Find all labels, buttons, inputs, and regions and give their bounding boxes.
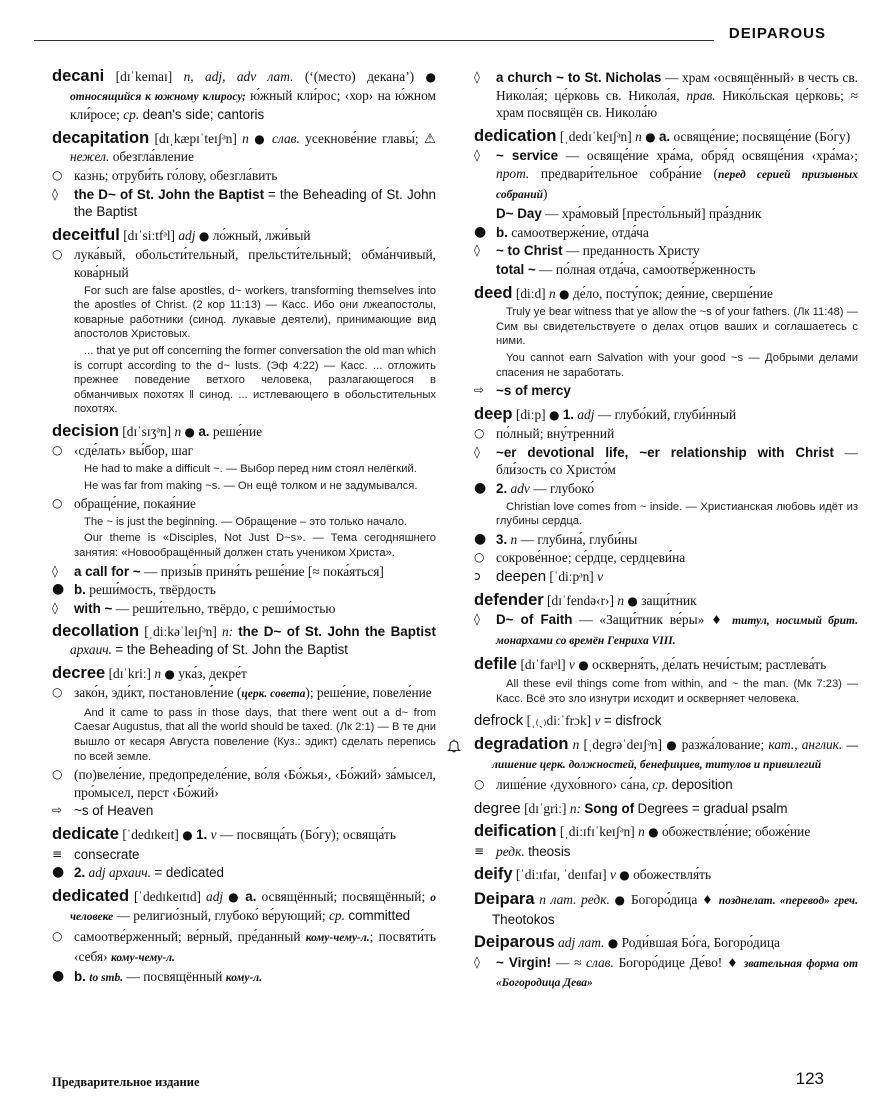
example: Christian love comes from ~ inside. — Христианская любовь идёт из глубины сердца. — [496, 500, 858, 528]
meaning: лука́вый, обольсти́тельный, прельсти́тельный; обма́нчивый, кова́рный — [74, 247, 436, 280]
definition: — глубина́, глуби́ны — [520, 531, 638, 547]
entry-decollation — [52, 623, 436, 658]
sense-bullet-icon: ● — [578, 658, 589, 673]
phrase-diamond-icon: ◊ — [474, 444, 480, 459]
meaning: обраще́ние, покая́ние — [74, 496, 196, 512]
right-column — [474, 68, 858, 999]
meaning-circle-icon: ○ — [474, 426, 485, 441]
phrase-translation: — бли́зость со Христо́м — [496, 444, 858, 478]
grammar-label: adj — [577, 406, 595, 422]
grammar-label: v — [210, 826, 217, 842]
transcription: [dɪˈkeɪnaɪ] — [115, 69, 173, 84]
example: He was far from making ~s. — Он ещё толком и не задумывался. — [84, 479, 418, 492]
meaning-circle-icon: ○ — [474, 550, 485, 565]
running-head: DEIPAROUS — [728, 25, 826, 42]
entry-decani — [52, 68, 436, 124]
grammar-label: n — [572, 736, 580, 752]
headword: decollation — [52, 622, 140, 641]
derived-headword: deepen — [496, 568, 547, 586]
headword: decision — [52, 421, 119, 440]
meaning-circle-icon: ○ — [52, 167, 63, 182]
definition: обожествле́ние; обоже́ние — [661, 824, 811, 840]
usage-note: титул, носимый брит. монархами со времён Генриха VIII. — [496, 615, 859, 647]
sense-number: 2. — [74, 865, 86, 881]
phrase-diamond-icon: ◊ — [474, 243, 480, 258]
meaning: ; посвяти́ть ‹себя› — [74, 928, 436, 964]
entry-deipara — [474, 891, 858, 928]
transcription: [ˌdiːkəˈleɪʃᵊn] — [144, 624, 217, 640]
phrase-translation: Нико́льская це́рковь; ≈ храм посвящён св. Никола́ю — [496, 87, 858, 121]
usage-note: звательная форма от «Богородица Дева» — [496, 957, 858, 990]
entry-deceitful — [52, 227, 436, 417]
phrase: D~ of Faith — [496, 612, 573, 628]
grammar-label: n — [635, 128, 642, 144]
phrase: with ~ — [74, 600, 113, 616]
definition: — глубоко́ — [533, 481, 595, 497]
meaning: (по)веле́ние, предопределе́ние, во́ля ‹Бо́жья›, ‹Бо́жий› за́мысел, про́мысел, перст ‹Бо́жий› — [74, 767, 436, 800]
transcription: [dɪˈgriː] — [524, 800, 567, 816]
phrase: Song of — [584, 800, 635, 816]
grammar-label: n — [617, 592, 625, 608]
phrase-translation: Богоро́дице Де́во! — [618, 954, 723, 970]
phrase: a church ~ to St. Nicholas — [496, 70, 662, 85]
usage-note: о человеке — [70, 891, 436, 924]
sense-label: b. — [74, 582, 86, 598]
sense-label: a. — [198, 423, 210, 439]
usage-note: — лишение церк. должностей, бенефициев, титулов и привилегий — [492, 739, 858, 772]
sense-label: b. — [74, 969, 86, 985]
headword: deceitful — [52, 225, 120, 244]
entry-defrock — [474, 712, 858, 730]
headword: Deiparous — [474, 933, 555, 952]
definition: освящённый; посвящённый; — [261, 888, 426, 904]
variant-hook-icon: ↄ — [474, 569, 481, 584]
meaning: по́лный; вну́тренний — [496, 426, 615, 442]
definition: — религио́зный, глубоко́ ве́рующий; — [116, 908, 326, 924]
phrase-diamond-icon: ◊ — [474, 612, 480, 627]
transcription: [diːd] — [515, 285, 546, 301]
headword: defile — [474, 655, 518, 674]
transcription: [dɪˈfaɪᵊl] — [520, 657, 566, 673]
meaning-circle-icon: ○ — [52, 496, 63, 511]
definition: = dedicated — [154, 865, 224, 881]
headword: defrock — [474, 712, 524, 730]
transcription: [ˌ₍ˏ₎diːˈfrɔk] — [526, 713, 592, 729]
sense-bullet-icon: ● — [52, 968, 65, 985]
cross-ref: dean's side; cantoris — [142, 107, 265, 123]
grammar-label: v — [594, 713, 601, 729]
phrase-translation: — храм ‹освящённый› в честь св. Никола́я; це́рковь св. Никола́я, — [496, 70, 859, 103]
headword: decapitation — [52, 128, 150, 147]
phrase-translation: — «Защи́тник ве́ры» — [579, 612, 705, 628]
grammar-label: adv — [510, 481, 530, 497]
phrase-diamond-icon: ◊ — [474, 148, 480, 163]
usage-note: позднелат. «перевод» греч. — [718, 894, 858, 907]
equivalent: = the Beheading of St. John the Baptist — [115, 642, 349, 657]
sense-bullet-icon: ● — [198, 228, 210, 243]
equivalent: = disfrock — [603, 713, 662, 729]
phrase-diamond-icon: ◊ — [52, 563, 58, 578]
entry-dedicated-continued — [474, 69, 858, 122]
entry-deep — [474, 406, 858, 586]
sense-bullet-icon: ● — [645, 129, 656, 144]
definition: оскверня́ть, де́лать нечи́стым; растлева́ть — [592, 657, 827, 673]
entry-decision — [52, 423, 436, 618]
grammar-label: n, adj, adv лат. — [183, 69, 294, 84]
phrase-diamond-icon: ◊ — [52, 186, 58, 201]
definition: де́ло, посту́пок; дея́ние, сверше́ние — [572, 285, 773, 301]
grammar-label: n: — [221, 624, 234, 640]
phrase-diamond-icon: ◊ — [474, 954, 480, 969]
header-rule — [34, 40, 714, 41]
grammar-label: adj — [178, 227, 196, 243]
style-label: слав. — [272, 130, 300, 146]
sense-bullet-icon: ● — [559, 286, 570, 301]
style-label: прав. — [686, 87, 716, 103]
definition: реше́ние — [212, 423, 263, 439]
left-column — [52, 68, 436, 994]
synonym: consecrate — [74, 846, 140, 862]
sense-number: 2. — [496, 481, 508, 497]
example: ... that ye put off concerning the former conversation the old man which is corrupt according to the d~ lusts. (Эф 4:22) — Касс. ... отложить прежнее поведение ветхого человека, разлагающегося в обманчивых похотях ‖ синод. ... истлевающего в обольстительных похотях. — [74, 344, 436, 416]
example: Truly ye bear witness that ye allow the ~s of your fathers. (Лк 11:48) — Сим вы свидетельствуете о делах отцов ваших и соглашаетесь с ними. — [496, 306, 858, 348]
definition: — посвящённый — [126, 969, 223, 985]
sense-bullet-icon: ● — [164, 666, 175, 681]
sense-bullet-icon: ● — [474, 223, 487, 240]
headword: decani — [52, 67, 105, 85]
dash: — — [555, 954, 570, 970]
sense-bullet-icon: ● — [184, 424, 195, 439]
entry-decapitation — [52, 130, 436, 221]
example: You cannot earn Salvation with your good ~s — Добрыми делами спасения не заработать. — [496, 351, 858, 379]
sense-label: a. — [658, 128, 671, 144]
meaning-circle-icon: ○ — [52, 443, 63, 458]
sense-bullet-icon: ● — [254, 131, 267, 146]
meaning: ); реше́ние, повеле́ние — [305, 685, 432, 701]
transcription: [ˈdiːɪfaɪ, ˈdeɪɪfaɪ] — [515, 867, 607, 883]
headword: dedication — [474, 126, 557, 145]
definition: Богоро́дица — [630, 891, 698, 907]
sense-bullet-icon: ● — [607, 936, 619, 951]
transcription: [ˌdedɪˈkeɪʃᵊn] — [559, 128, 632, 144]
phrase: D~ Day — [496, 206, 542, 222]
derived-phrase: ~s of Heaven — [74, 803, 154, 819]
example: He had to make a difficult ~. — Выбор перед ним стоял нелёгкий. — [84, 463, 417, 476]
derived-phrase: ~s of mercy — [496, 383, 571, 399]
derived-arrow-icon: ⇨ — [52, 803, 63, 818]
meaning: зако́н, эди́кт, постановле́ние ( — [74, 685, 242, 701]
grammar-label: adj лат. — [558, 935, 605, 951]
definition: — посвяща́ть (Бо́гу); освяща́ть — [219, 826, 396, 842]
phrase-translation: = the Beheading of St. John the Baptist — [74, 186, 436, 220]
usage-note: кому-л. — [225, 972, 263, 985]
entry-deiparous — [474, 934, 858, 993]
entry-dedication — [474, 128, 858, 279]
phrase: ~ to Christ — [496, 243, 563, 259]
grammar-label: n — [154, 665, 162, 681]
warning-definition: обезгла́вление — [112, 149, 194, 165]
headword: defender — [474, 590, 544, 609]
cross-ref: committed — [348, 908, 411, 924]
grammar-label: n: — [569, 800, 581, 816]
style-label: редк. — [496, 843, 525, 859]
headword: Deipara — [474, 889, 535, 908]
example: The ~ is just the beginning. — Обращение – это только начало. — [84, 515, 408, 528]
equivalent: Degrees = gradual psalm — [637, 800, 788, 816]
headword: decree — [52, 663, 106, 682]
grammar-label: n — [510, 531, 518, 547]
transcription: [dɪˈsɪʒᵊn] — [122, 423, 172, 439]
entry-deification — [474, 823, 858, 860]
definition: реши́мость, твёрдость — [89, 582, 216, 598]
headword: dedicate — [52, 824, 119, 843]
definition: ука́з, декре́т — [178, 665, 247, 681]
sense-bullet-icon: ● — [666, 737, 678, 752]
phrase-translation: предвари́тельное собра́ние ( — [540, 165, 718, 181]
phrase-translation: — освяще́ние хра́ма, обря́д освяще́ния ‹хра́ма›; — [565, 148, 858, 164]
equivalent: Theotokos — [492, 911, 555, 927]
headword: deify — [474, 865, 513, 884]
style-label: архаич. — [70, 642, 113, 657]
cross-ref-label: ср. — [328, 908, 345, 924]
phrase-translation: — по́лная отда́ча, самоотве́рженность — [539, 261, 756, 277]
sense-bullet-icon: ● — [52, 864, 65, 881]
meaning-circle-icon: ○ — [52, 247, 63, 262]
grammar-label: adj — [206, 888, 224, 904]
sense-bullet-icon: ● — [228, 889, 241, 904]
meaning: самоотве́рженный; ве́рный, пре́данный — [74, 928, 301, 944]
literal-gloss: (‘(место) декана’) — [304, 69, 415, 84]
definition: разжа́лование; — [681, 736, 765, 752]
headword: deep — [474, 404, 513, 423]
entry-deed — [474, 285, 858, 400]
usage-note: to smb. — [89, 972, 124, 985]
sense-number: 1. — [196, 826, 208, 842]
sense-bullet-icon: ● — [182, 827, 193, 842]
warning-icon: ⚠ — [423, 130, 436, 146]
phrase-translation: — реши́тельно, твёрдо, с реши́мостью — [115, 600, 336, 616]
transcription: [dɪˈfendə‹r›] — [547, 592, 614, 608]
headword: degradation — [474, 734, 569, 753]
usage-note: перед серией призывных собраний — [496, 168, 858, 201]
style-label: прот. — [496, 165, 530, 181]
sense-bullet-icon: ● — [474, 530, 487, 547]
entry-dedicated — [52, 888, 436, 988]
transcription: [dɪˈsiːtfᵊl] — [123, 227, 175, 243]
sense-number: 3. — [496, 531, 508, 547]
definition: — глубо́кий, глуби́нный — [597, 406, 737, 422]
usage-note: кому-чему-л. — [305, 931, 370, 944]
phrase-diamond-icon: ◊ — [474, 70, 480, 84]
usage-note: кому-чему-л. — [110, 951, 175, 964]
style-label: кат., англик. — [768, 736, 843, 752]
definition: ло́жный, лжи́вый — [212, 227, 311, 243]
phrase: ~ Virgin! — [496, 954, 552, 970]
example: And it came to pass in those days, that there went out a d~ from Caesar Augustus, that all the world should be taxed. (Лк 2:1) — В те дни вышло от кесаря Августа повеление (Куз.: эдикт) сделать перепись по всей земле. — [74, 706, 436, 763]
sense-number: 1. — [562, 406, 574, 422]
usage-note: церк. совета — [241, 688, 306, 701]
headword: dedicated — [52, 886, 130, 905]
entry-dedicate — [52, 826, 436, 882]
phrase: total ~ — [496, 261, 536, 277]
edition-label: Предварительное издание — [52, 1075, 200, 1089]
meaning-circle-icon: ○ — [474, 776, 485, 791]
sense-bullet-icon: ● — [614, 892, 627, 907]
sense-bullet-icon: ● — [548, 407, 560, 422]
cross-ref-label: ср. — [123, 107, 140, 123]
phrase-translation: — хра́мовый [престо́льный] пра́здник — [545, 206, 762, 222]
definition: усекнове́ние главы́; — [305, 130, 419, 146]
entry-deify — [474, 866, 858, 885]
cross-ref-label: ср. — [652, 776, 669, 792]
meaning: ‹сде́лать› вы́бор, шаг — [74, 443, 194, 459]
definition: освяще́ние; посвяще́ние (Бо́гу) — [673, 128, 851, 144]
headword: deification — [474, 822, 557, 841]
transcription: [dɪˈkriː] — [108, 665, 151, 681]
headword: deed — [474, 283, 513, 302]
entry-decree — [52, 665, 436, 820]
meaning: лише́ние ‹духо́вного› са́на, — [496, 776, 649, 792]
meaning-circle-icon: ○ — [52, 767, 63, 782]
phrase-diamond-icon: ◊ — [52, 600, 58, 615]
note-diamond-icon: ♦ — [711, 613, 726, 628]
transcription: [ˈdiːpᵊn] — [549, 569, 594, 585]
meaning: казнь; отруби́ть го́лову, обезгла́вить — [74, 167, 278, 183]
transcription: [ˌdegrəˈdeɪʃᵊn] — [583, 736, 663, 752]
sense-bullet-icon: ● — [425, 70, 437, 84]
synonym-icon: ≡ — [52, 846, 63, 861]
definition: защи́тник — [641, 592, 697, 608]
meaning-circle-icon: ○ — [52, 685, 63, 700]
phrase: a call for ~ — [74, 563, 141, 579]
transcription: [dɪˌkæpɪˈteɪʃᵊn] — [154, 130, 237, 146]
synonym: theosis — [528, 843, 571, 859]
grammar-label: n — [548, 285, 556, 301]
paren: ) — [542, 185, 548, 201]
grammar-label: n — [638, 824, 645, 840]
phrase: ~er devotional life, ~er relationship with Christ — [496, 444, 835, 460]
grammar-label: n — [242, 130, 249, 146]
bell-icon — [446, 738, 462, 754]
grammar-label: n лат. редк. — [539, 891, 610, 907]
style-label: ≈ слав. — [573, 954, 614, 970]
entry-defender — [474, 592, 858, 651]
grammar-label: v — [597, 569, 604, 585]
warning-label: нежел. — [70, 149, 110, 165]
definition: обожествля́ть — [633, 867, 712, 883]
sense-bullet-icon: ● — [648, 825, 659, 840]
meaning-circle-icon: ○ — [52, 928, 63, 943]
grammar-label: n — [174, 423, 182, 439]
transcription: [diːp] — [515, 406, 546, 422]
sense-bullet-icon: ● — [474, 480, 487, 497]
derived-arrow-icon: ⇨ — [474, 383, 485, 398]
transcription: [ˈdedɪkeɪtɪd] — [134, 888, 201, 904]
usage-note: относящийся к южному клиросу; — [70, 90, 246, 103]
sense-bullet-icon: ● — [52, 581, 65, 598]
entry-degree — [474, 800, 858, 818]
grammar-label: v — [568, 657, 575, 673]
sense-label: a. — [245, 888, 257, 904]
note-diamond-icon: ♦ — [727, 955, 740, 970]
transcription: [ˌdiːɪfɪˈkeɪʃᵊn] — [559, 824, 635, 840]
page-number: 123 — [795, 1069, 824, 1088]
cross-ref: deposition — [671, 776, 733, 792]
entry-defile — [474, 656, 858, 706]
definition: Роди́вшая Бо́га, Богоро́дица — [621, 935, 780, 951]
phrase-translation: — призы́в приня́ть реше́ние [≈ пока́яться] — [143, 563, 384, 579]
entry-degradation — [474, 736, 858, 794]
sense-label: b. — [496, 224, 508, 240]
transcription: [ˈdedɪkeɪt] — [122, 826, 179, 842]
example: Our theme is «Disciples, Not Just D~s». — Тема сегодняшнего занятия: «Новообращённый должен стать учеником Христа». — [74, 532, 436, 560]
sense-bullet-icon: ● — [627, 593, 638, 608]
phrase: the D~ of St. John the Baptist — [74, 186, 265, 202]
example: For such are false apostles, d~ workers, transforming themselves into the apostles of Christ. (2 кор 11:13) — Касс. Ибо они лжеапостолы, коварные работники (синод. лукавые деятели), принимающие вид апостолов Христовых. — [74, 284, 436, 341]
synonym-icon: ≡ — [474, 843, 485, 858]
example: All these evil things come from within, and ~ the man. (Мк 7:23) — Касс. Всё это зло изнутри исходит и оскверняет человека. — [496, 678, 858, 705]
phrase: ~ service — [496, 148, 559, 164]
headword: degree — [474, 799, 521, 817]
grammar-label: v — [609, 867, 616, 883]
sense-bullet-icon: ● — [619, 868, 630, 883]
note-diamond-icon: ♦ — [701, 892, 715, 907]
definition: самоотверже́ние, отда́ча — [511, 224, 649, 240]
meaning: сокрове́нное; се́рдце, сердцеви́на — [496, 550, 686, 566]
definition: ю́жный кли́рос; ‹хор› на ю́жном кли́росе; — [70, 87, 436, 123]
phrase: the D~ of St. John the Baptist — [238, 624, 436, 640]
grammar-label: adj архаич. — [88, 865, 152, 881]
phrase-translation: — преданность Христу — [565, 243, 700, 259]
